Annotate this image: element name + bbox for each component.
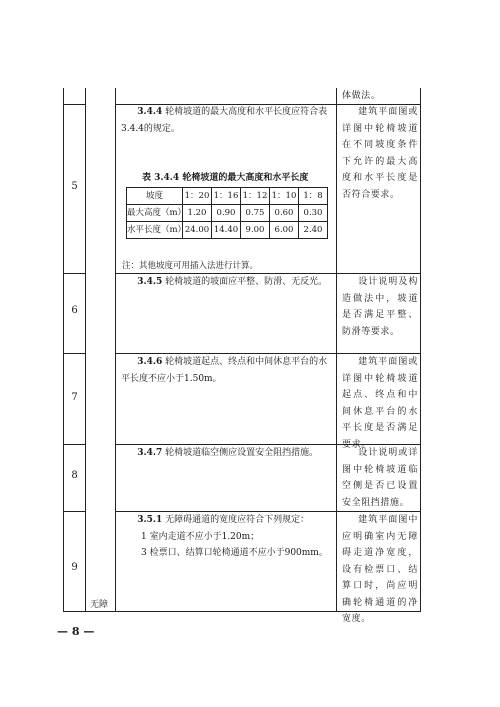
row-number-9: 9: [71, 562, 78, 573]
row-number-5: 5: [71, 181, 78, 192]
check-row-6: 设计说明及构造做法中，坡道是否满足平整、防滑等要求。: [342, 277, 418, 337]
table-title: 表 3.4.4 轮椅坡道的最大高度和水平长度: [142, 173, 309, 183]
criterion-3-4-4: 3.4.4 轮椅坡道的最大高度和水平长度应符合表3.4.4的规定。: [121, 107, 328, 134]
criterion-3-4-7: 3.4.7 轮椅坡道临空侧应设置安全阻挡措施。: [137, 448, 319, 458]
check-row-0: 体做法。: [342, 91, 381, 101]
criterion-3-4-5: 3.4.5 轮椅坡道的坡面应平整、防滑、无反光。: [137, 277, 328, 287]
row-number-7: 7: [71, 392, 78, 403]
check-row-7: 建筑平面图或详图中轮椅坡道起点、终点和中间休息平台的水平长度是否满足要求。: [342, 357, 418, 450]
category-label: 无障: [90, 600, 109, 610]
row-number-8: 8: [71, 470, 78, 481]
slope-table: 坡度 1：20 1：16 1：12 1：10 1：8 最大高度（m） 1.20 0.90 0.75 0.60 0.30 水平长度（m） 24.00 14.40 9.00 6.00 2.40: [126, 187, 328, 239]
header-horizontal-length: 水平长度（m）: [127, 222, 183, 239]
header-max-height: 最大高度（m）: [127, 205, 183, 222]
table-note: 注：其他坡度可用插入法进行计算。: [122, 261, 259, 271]
page-number: — 8 —: [57, 625, 95, 638]
check-row-8: 设计说明或详图中轮椅坡道临空侧是否已设置安全阻挡措施。: [342, 448, 418, 508]
check-row-5: 建筑平面图或详图中轮椅坡道在不同坡度条件下允许的最大高度和水平长度是否符合要求。: [342, 107, 418, 200]
criterion-3-5-1: 3.5.1 无障碍通道的宽度应符合下列规定： 1 室内走道不应小于1.20m； 3 检票口、结算口轮椅通道不应小于900mm。: [137, 515, 328, 558]
row-number-6: 6: [71, 305, 78, 316]
header-slope: 坡度: [127, 188, 183, 205]
check-row-9: 建筑平面图中应明确室内无障碍走道净宽度，设有检票口、结算口时，尚应明确轮椅通道的净宽度。: [342, 515, 418, 624]
criterion-3-4-6: 3.4.6 轮椅坡道起点、终点和中间休息平台的水平长度不应小于1.50m。: [121, 357, 328, 384]
